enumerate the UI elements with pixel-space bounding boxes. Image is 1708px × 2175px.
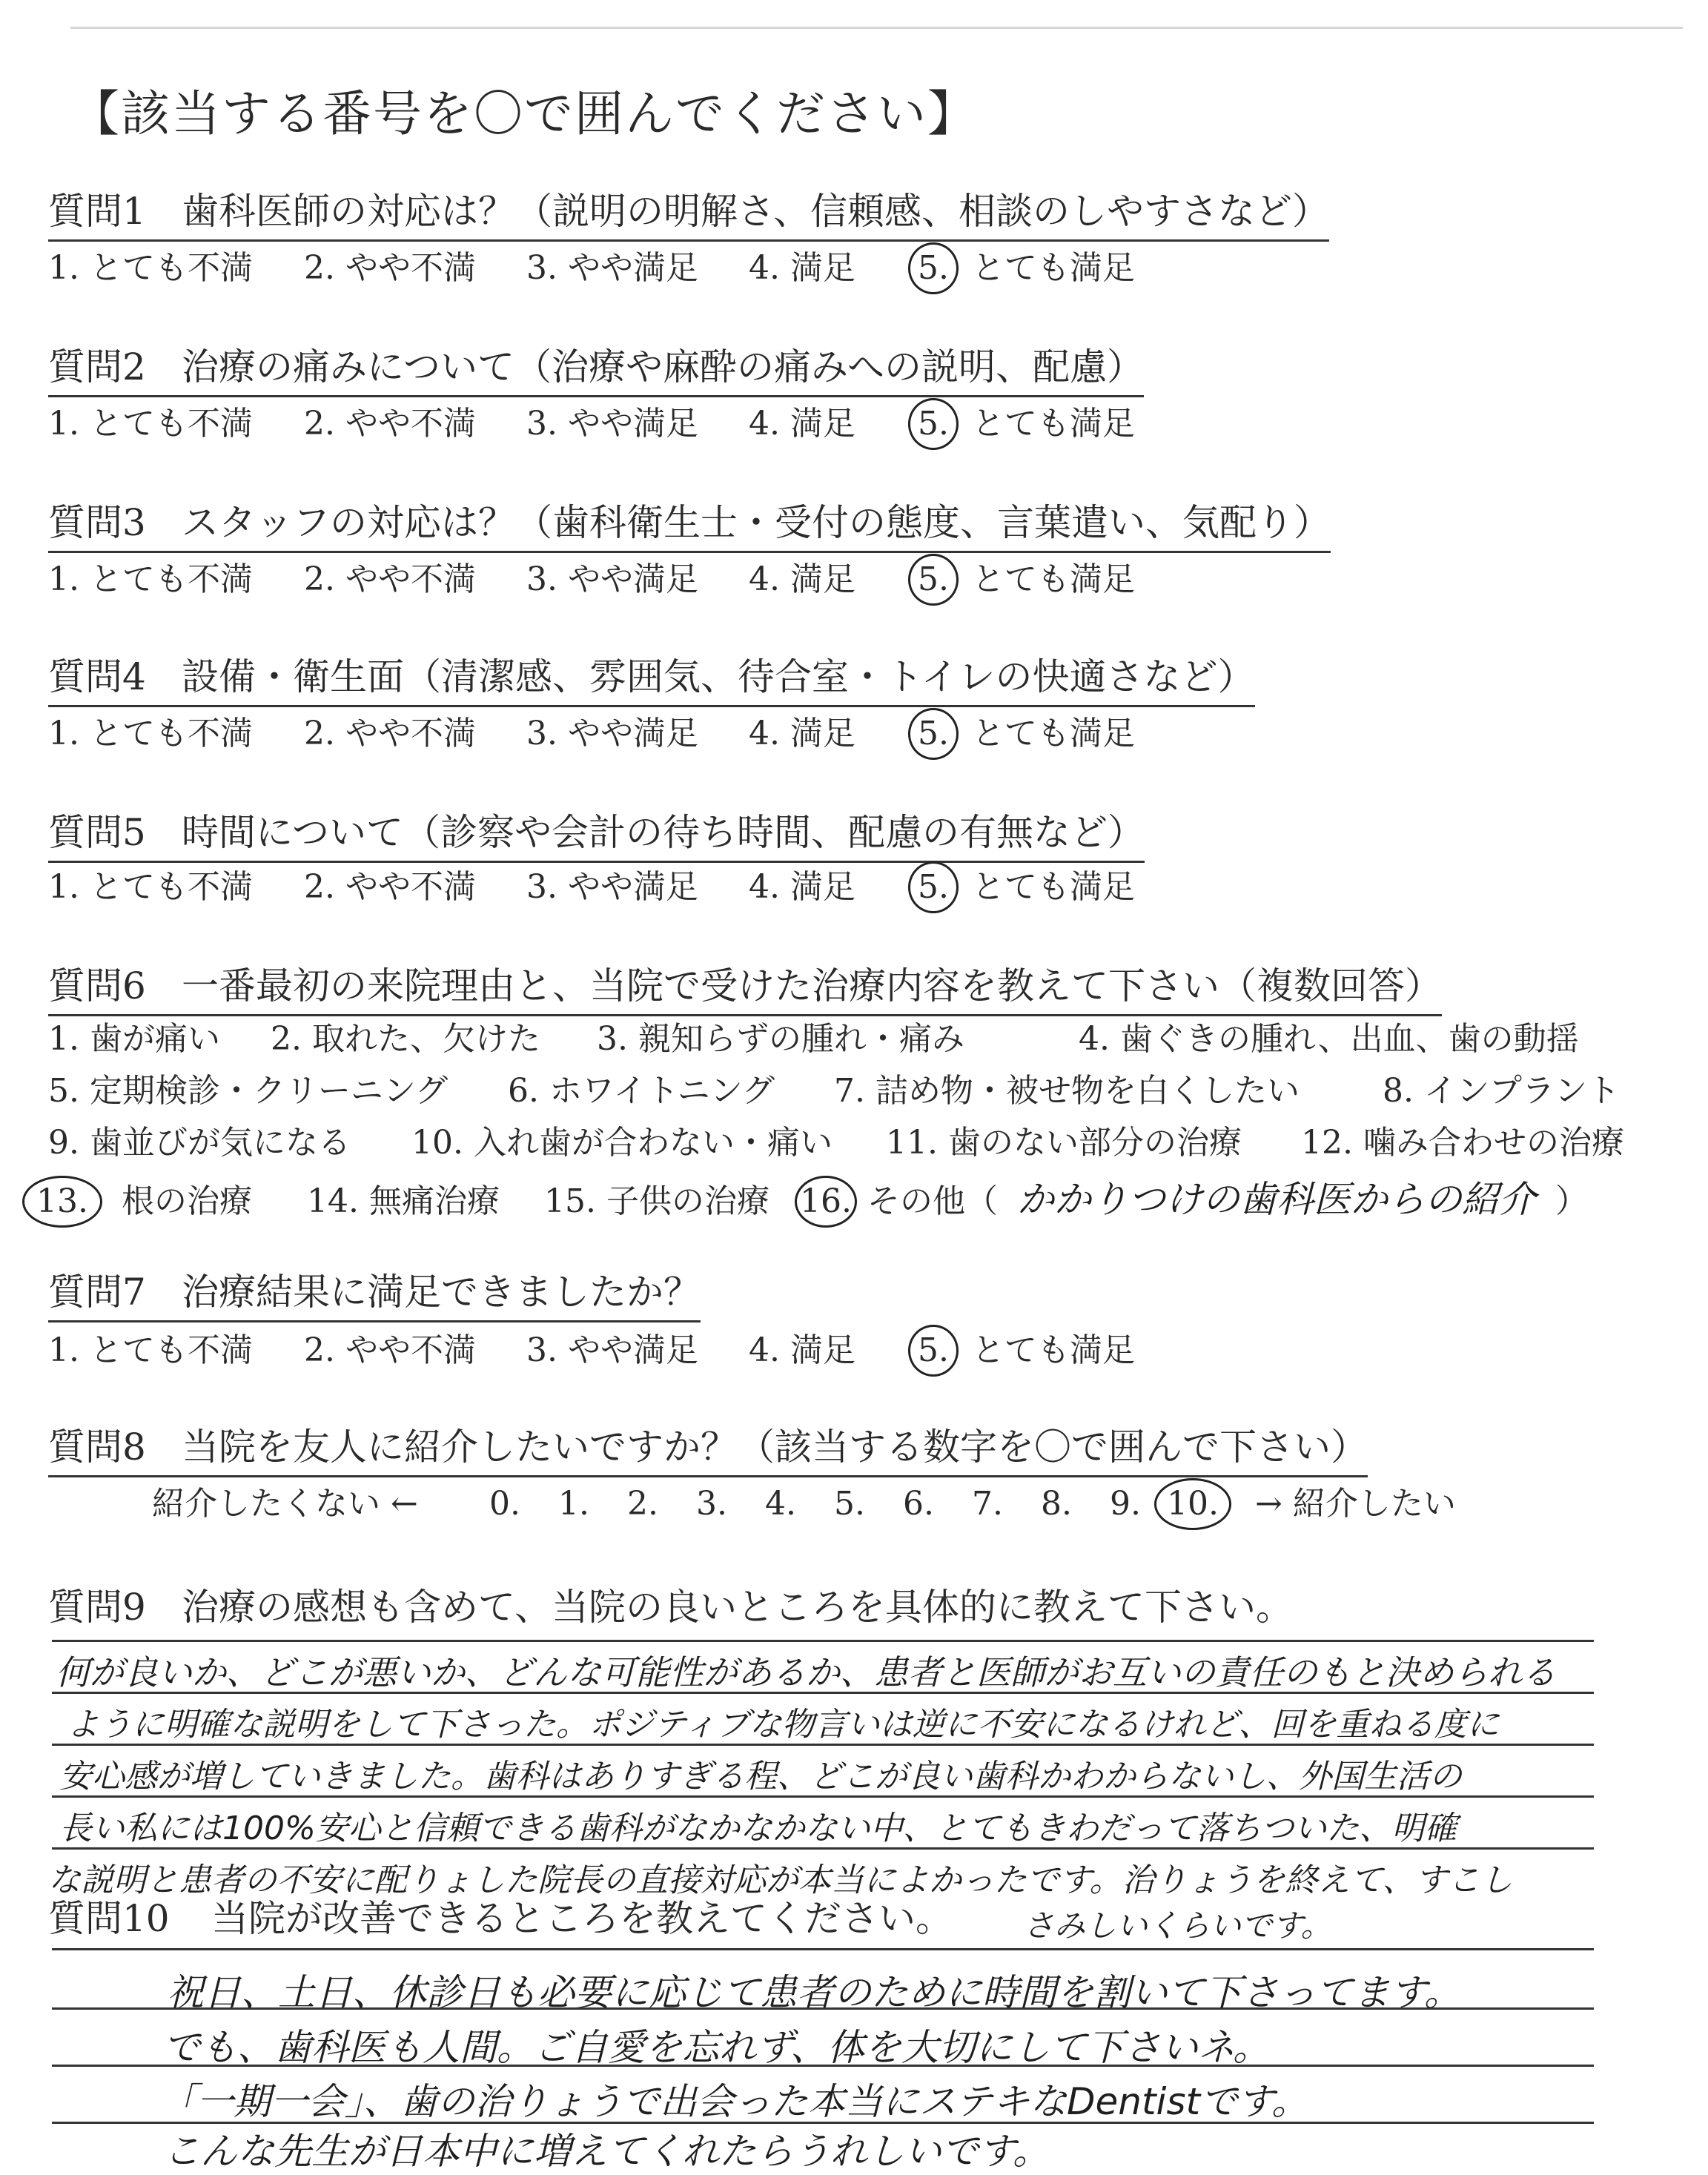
question-number: 質問10 [48,1897,170,1940]
q10-answer-line-3: 「一期一会」、歯の治りょうで出会った本当にステキなDentistです。 [159,2080,1309,2123]
q6-option[interactable]: 11. 歯のない部分の治療 [886,1124,1242,1162]
question-number: 質問7 [48,1271,146,1314]
q8-value[interactable]: 9. [1110,1485,1141,1523]
q6-option[interactable]: 1. 歯が痛い [48,1020,220,1058]
question-number: 質問2 [48,345,146,388]
q9-answer-line-1: 何が良いか、どこが悪いか、どんな可能性があるか、患者と医師がお互いの責任のもと決められる [56,1652,1556,1692]
q3-options [48,552,1135,600]
q9-answer-line-3: 安心感が増していきました。歯科はありすぎる程、どこが良い歯科かわからないし、外国生活の [59,1758,1462,1795]
q6-options-row-3 [48,1116,1624,1163]
q8-value[interactable]: 4. [765,1485,796,1523]
option-5-label: とても満足 [971,560,1135,598]
question-text: スタッフの対応は？（歯科衛生士・受付の態度、言葉遣い、気配り） [182,501,1331,544]
option-5-circled[interactable]: 5. [908,861,959,913]
q8-value[interactable]: 6. [903,1485,934,1523]
q10-answer-line-4: こんな先生が日本中に増えてくれたらうれしいです。 [163,2130,1050,2173]
option-4[interactable]: 4. 満足 [749,715,855,752]
q8-value[interactable]: 1. [558,1485,589,1523]
option-5-label: とても満足 [971,249,1135,287]
q9-answer-line-2: ように明確な説明をして下さった。ポジティブな物言いは逆に不安になるけれど、回を重ねる度に [67,1706,1500,1744]
option-5-label: とても満足 [971,868,1135,906]
q10-answer-line-2: でも、歯科医も人間。ご自愛を忘れず、体を大切にして下さいネ。 [163,2026,1270,2069]
option-3[interactable]: 3. やや満足 [526,1331,698,1369]
q1-options [48,241,1135,288]
option-3[interactable]: 3. やや満足 [526,560,698,598]
q4-options [48,706,1135,754]
option-5-circled[interactable]: 5. [908,398,959,450]
question-7 [48,1262,701,1322]
option-3[interactable]: 3. やや満足 [526,405,698,443]
q8-left-label: 紹介したくない ← [152,1485,418,1523]
question-number: 質問5 [48,811,146,854]
option-1[interactable]: 1. とても不満 [48,1331,253,1369]
question-8 [48,1417,1368,1477]
q6-option-16-label: その他（ [867,1182,998,1220]
question-text: 治療の感想も含めて、当院の良いところを具体的に教えて下さい。 [182,1586,1293,1629]
q8-right-label: → 紹介したい [1254,1485,1456,1523]
q6-option-16-circled[interactable]: 16. [795,1176,857,1228]
q8-value-10-circled[interactable]: 10. [1154,1478,1231,1530]
option-2[interactable]: 2. やや不満 [304,405,476,443]
option-2[interactable]: 2. やや不満 [304,868,476,906]
option-3[interactable]: 3. やや満足 [526,868,698,906]
option-2[interactable]: 2. やや不満 [304,1331,476,1369]
option-5-circled[interactable]: 5. [908,1325,959,1377]
q6-option[interactable]: 10. 入れ歯が合わない・痛い [411,1124,833,1162]
question-text: 当院が改善できるところを教えてください。 [211,1897,953,1940]
q6-option[interactable]: 8. インプラント [1383,1072,1620,1110]
q5-options [48,860,1135,907]
answer-line [52,1640,1594,1642]
q6-option[interactable]: 5. 定期検診・クリーニング [48,1072,448,1110]
q10-answer-line-1: 祝日、土日、休診日も必要に応じて患者のために時間を割いて下さってます。 [167,1971,1461,2014]
q6-other-handwritten: かかりつけの歯科医からの紹介 [1016,1178,1536,1221]
q6-option[interactable]: 3. 親知らずの腫れ・痛み [597,1020,964,1058]
option-4[interactable]: 4. 満足 [749,405,855,443]
q6-option[interactable]: 9. 歯並びが気になる [48,1124,351,1162]
q9-answer-line-4: 長い私には100%安心と信頼できる歯科がなかなかない中、とてもきわだって落ちついた、明確 [59,1810,1457,1847]
q8-scale [152,1477,1456,1524]
q8-value[interactable]: 3. [696,1485,727,1523]
q9-answer-line-6: さみしいくらいです。 [1023,1907,1332,1944]
q9-answer-line-5: な説明と患者の不安に配りょした院長の直接対応が本当によかったです。治りょうを終えて、すこし [48,1861,1513,1899]
q6-option[interactable]: 14. 無痛治療 [306,1182,500,1220]
question-text: 治療結果に満足できましたか？ [182,1271,701,1314]
question-5 [48,803,1145,863]
q8-value[interactable]: 7. [972,1485,1003,1523]
q6-option[interactable]: 4. 歯ぐきの腫れ、出血、歯の動揺 [1079,1020,1579,1058]
q8-value[interactable]: 2. [627,1485,658,1523]
question-text: 一番最初の来院理由と、当院で受けた治療内容を教えて下さい（複数回答） [182,964,1442,1007]
option-5-label: とても満足 [971,405,1135,443]
question-text: 歯科医師の対応は？（説明の明解さ、信頼感、相談のしやすさなど） [182,190,1329,233]
option-3[interactable]: 3. やや満足 [526,249,698,287]
question-6 [48,956,1442,1016]
option-1[interactable]: 1. とても不満 [48,405,253,443]
question-4 [48,647,1255,707]
question-number: 質問9 [48,1586,146,1629]
option-2[interactable]: 2. やや不満 [304,560,476,598]
option-5-label: とても満足 [971,1331,1135,1369]
instruction-heading: 【該当する番号を〇で囲んでください】 [70,85,978,142]
option-1[interactable]: 1. とても不満 [48,560,253,598]
question-number: 質問3 [48,501,146,544]
option-4[interactable]: 4. 満足 [749,1331,855,1369]
q8-value[interactable]: 8. [1041,1485,1072,1523]
option-2[interactable]: 2. やや不満 [304,249,476,287]
q6-option[interactable]: 12. 噛み合わせの治療 [1301,1124,1624,1162]
answer-line [52,1948,1594,1950]
q6-other-close: ） [1555,1182,1588,1220]
q6-options-row-1 [48,1012,1579,1059]
option-1[interactable]: 1. とても不満 [48,249,253,287]
question-text: 治療の痛みについて（治療や麻酔の痛みへの説明、配慮） [182,345,1144,388]
question-text: 当院を友人に紹介したいですか？（該当する数字を〇で囲んで下さい） [182,1426,1368,1469]
q6-option-13-label: 根の治療 [121,1182,252,1220]
q8-value[interactable]: 5. [834,1485,865,1523]
q2-options [48,397,1135,444]
top-rule [70,27,1683,29]
option-1[interactable]: 1. とても不満 [48,868,253,906]
option-3[interactable]: 3. やや満足 [526,715,698,752]
question-number: 質問1 [48,190,146,233]
q6-options-row-2 [48,1064,1620,1111]
question-10 [48,1889,953,1942]
option-5-circled[interactable]: 5. [908,708,959,760]
q6-option-13-circled[interactable]: 13. [22,1176,102,1228]
option-2[interactable]: 2. やや不満 [304,715,476,752]
option-5-label: とても満足 [971,715,1135,752]
q6-option[interactable]: 15. 子供の治療 [543,1182,769,1220]
q6-option[interactable]: 2. 取れた、欠けた [271,1020,540,1058]
option-5-circled[interactable]: 5. [908,554,959,606]
question-number: 質問6 [48,964,146,1007]
option-4[interactable]: 4. 満足 [749,249,855,287]
q6-options-row-4 [22,1170,1588,1223]
question-1 [48,182,1329,242]
question-text: 設備・衛生面（清潔感、雰囲気、待合室・トイレの快適さなど） [182,655,1255,698]
question-text: 時間について（診察や会計の待ち時間、配慮の有無など） [182,811,1145,854]
question-number: 質問4 [48,655,146,698]
question-3 [48,493,1331,553]
option-1[interactable]: 1. とても不満 [48,715,253,752]
q6-option[interactable]: 6. ホワイトニング [508,1072,775,1110]
q7-options [48,1323,1135,1371]
question-2 [48,337,1144,397]
option-4[interactable]: 4. 満足 [749,868,855,906]
q6-option[interactable]: 7. 詰め物・被せ物を白くしたい [834,1072,1300,1110]
option-5-circled[interactable]: 5. [908,242,959,294]
question-9 [48,1578,1293,1631]
q8-value[interactable]: 0. [489,1485,520,1523]
question-number: 質問8 [48,1426,146,1469]
option-4[interactable]: 4. 満足 [749,560,855,598]
